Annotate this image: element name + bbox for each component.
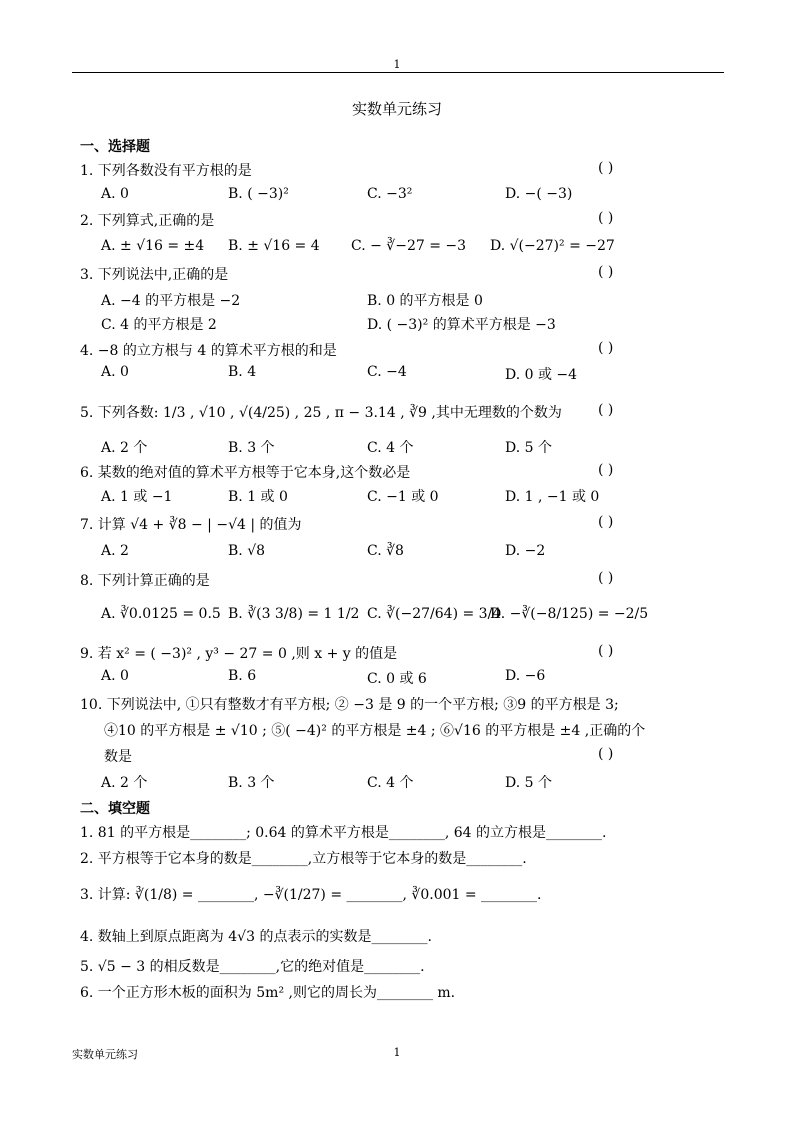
question-10-line1: 10. 下列说法中, ①只有整数才有平方根; ② −3 是 9 的一个平方根; ③9 的平方根是 3;: [80, 697, 619, 713]
answer-paren: ( ): [598, 643, 614, 659]
option-b: B. 1 或 0: [228, 489, 288, 505]
option-a: A. ± √16 = ±4: [101, 238, 205, 254]
option-a: A. ∛0.0125 = 0.5: [101, 606, 221, 622]
option-a: A. 0: [101, 668, 129, 684]
option-c: C. ∛(−27/64) = 3/4: [367, 606, 502, 622]
option-d: D. 5 个: [505, 775, 552, 791]
option-d: D. −2: [505, 543, 546, 559]
option-d: D. −∛(−8/125) = −2/5: [490, 606, 649, 622]
option-c: C. ∛8: [367, 543, 404, 559]
option-d: D. √(−27)² = −27: [490, 238, 615, 254]
question-6-stem: 6. 某数的绝对值的算术平方根等于它本身,这个数必是: [80, 465, 411, 481]
fill-question-3: 3. 计算: ∛(1/8) = ________, −∛(1/27) = ________, ∛0.001 = ________.: [80, 887, 542, 903]
question-1-stem: 1. 下列各数没有平方根的是: [80, 163, 252, 179]
option-c: C. −1 或 0: [367, 489, 439, 505]
footer-title: 实数单元练习: [72, 1048, 138, 1061]
question-4-stem: 4. −8 的立方根与 4 的算术平方根的和是: [80, 343, 337, 359]
section-heading-choice: 一、选择题: [80, 139, 150, 155]
option-b: B. 3 个: [228, 775, 275, 791]
fill-question-2: 2. 平方根等于它本身的数是________,立方根等于它本身的数是________.: [80, 851, 527, 867]
option-b: B. 6: [228, 668, 257, 684]
option-c: C. 0 或 6: [367, 671, 427, 687]
option-b: B. ( −3)²: [228, 186, 289, 202]
option-c: C. − ∛−27 = −3: [351, 238, 467, 254]
answer-paren: ( ): [598, 570, 614, 586]
question-10-line2: ④10 的平方根是 ± √10 ; ⑤( −4)² 的平方根是 ±4 ; ⑥√16 的平方根是 ±4 ,正确的个: [104, 723, 646, 739]
fill-question-6: 6. 一个正方形木板的面积为 5m² ,则它的周长为________ m.: [80, 985, 456, 1001]
question-10-line3: 数是: [104, 749, 132, 765]
fill-question-5: 5. √5 − 3 的相反数是________,它的绝对值是________.: [80, 959, 425, 975]
question-7-stem: 7. 计算 √4 + ∛8 − | −√4 | 的值为: [80, 517, 302, 533]
fill-question-4: 4. 数轴上到原点距离为 4√3 的点表示的实数是________.: [80, 929, 432, 945]
option-b: B. ∛(3 3/8) = 1 1/2: [228, 606, 360, 622]
option-d: D. 1 , −1 或 0: [505, 489, 600, 505]
question-3-stem: 3. 下列说法中,正确的是: [80, 267, 229, 283]
option-d: D. ( −3)² 的算术平方根是 −3: [367, 317, 556, 333]
option-d: D. −6: [505, 668, 546, 684]
question-9-stem: 9. 若 x² = ( −3)² , y³ − 27 = 0 ,则 x + y 的值是: [80, 646, 398, 662]
option-a: A. 2: [101, 543, 129, 559]
section-heading-fill: 二、填空题: [80, 801, 150, 817]
answer-paren: ( ): [598, 210, 614, 226]
option-a: A. 0: [101, 364, 129, 380]
option-c: C. 4 个: [367, 440, 414, 456]
option-c: C. −4: [367, 364, 407, 380]
question-5-stem: 5. 下列各数: 1/3 , √10 , √(4/25) , 25 , π − 3.14 , ∛9 ,其中无理数的个数为: [80, 405, 562, 421]
option-d: D. −( −3): [505, 186, 573, 202]
option-a: A. 2 个: [101, 775, 148, 791]
document-title: 实数单元练习: [351, 100, 442, 118]
option-b: B. 0 的平方根是 0: [367, 293, 483, 309]
answer-paren: ( ): [598, 264, 614, 280]
option-a: A. 0: [101, 186, 129, 202]
header-page-number: 1: [393, 58, 401, 71]
option-c: C. 4 个: [367, 775, 414, 791]
option-b: B. 3 个: [228, 440, 275, 456]
answer-paren: ( ): [598, 340, 614, 356]
fill-question-1: 1. 81 的平方根是________; 0.64 的算术平方根是________, 64 的立方根是________.: [80, 825, 607, 841]
option-b: B. ± √16 = 4: [228, 238, 320, 254]
option-a: A. 1 或 −1: [101, 489, 173, 505]
option-b: B. √8: [228, 543, 266, 559]
option-c: C. −3²: [367, 186, 413, 202]
answer-paren: ( ): [598, 514, 614, 530]
footer-page-number: 1: [393, 1046, 401, 1059]
answer-paren: ( ): [598, 402, 614, 418]
header-rule: [72, 72, 724, 73]
question-8-stem: 8. 下列计算正确的是: [80, 573, 210, 589]
answer-paren: ( ): [598, 746, 614, 762]
option-a: A. 2 个: [101, 440, 148, 456]
question-2-stem: 2. 下列算式,正确的是: [80, 213, 215, 229]
option-d: D. 5 个: [505, 440, 552, 456]
option-b: B. 4: [228, 364, 257, 380]
option-d: D. 0 或 −4: [505, 367, 578, 383]
answer-paren: ( ): [598, 462, 614, 478]
option-c: C. 4 的平方根是 2: [101, 317, 217, 333]
option-a: A. −4 的平方根是 −2: [101, 293, 241, 309]
answer-paren: ( ): [598, 160, 614, 176]
